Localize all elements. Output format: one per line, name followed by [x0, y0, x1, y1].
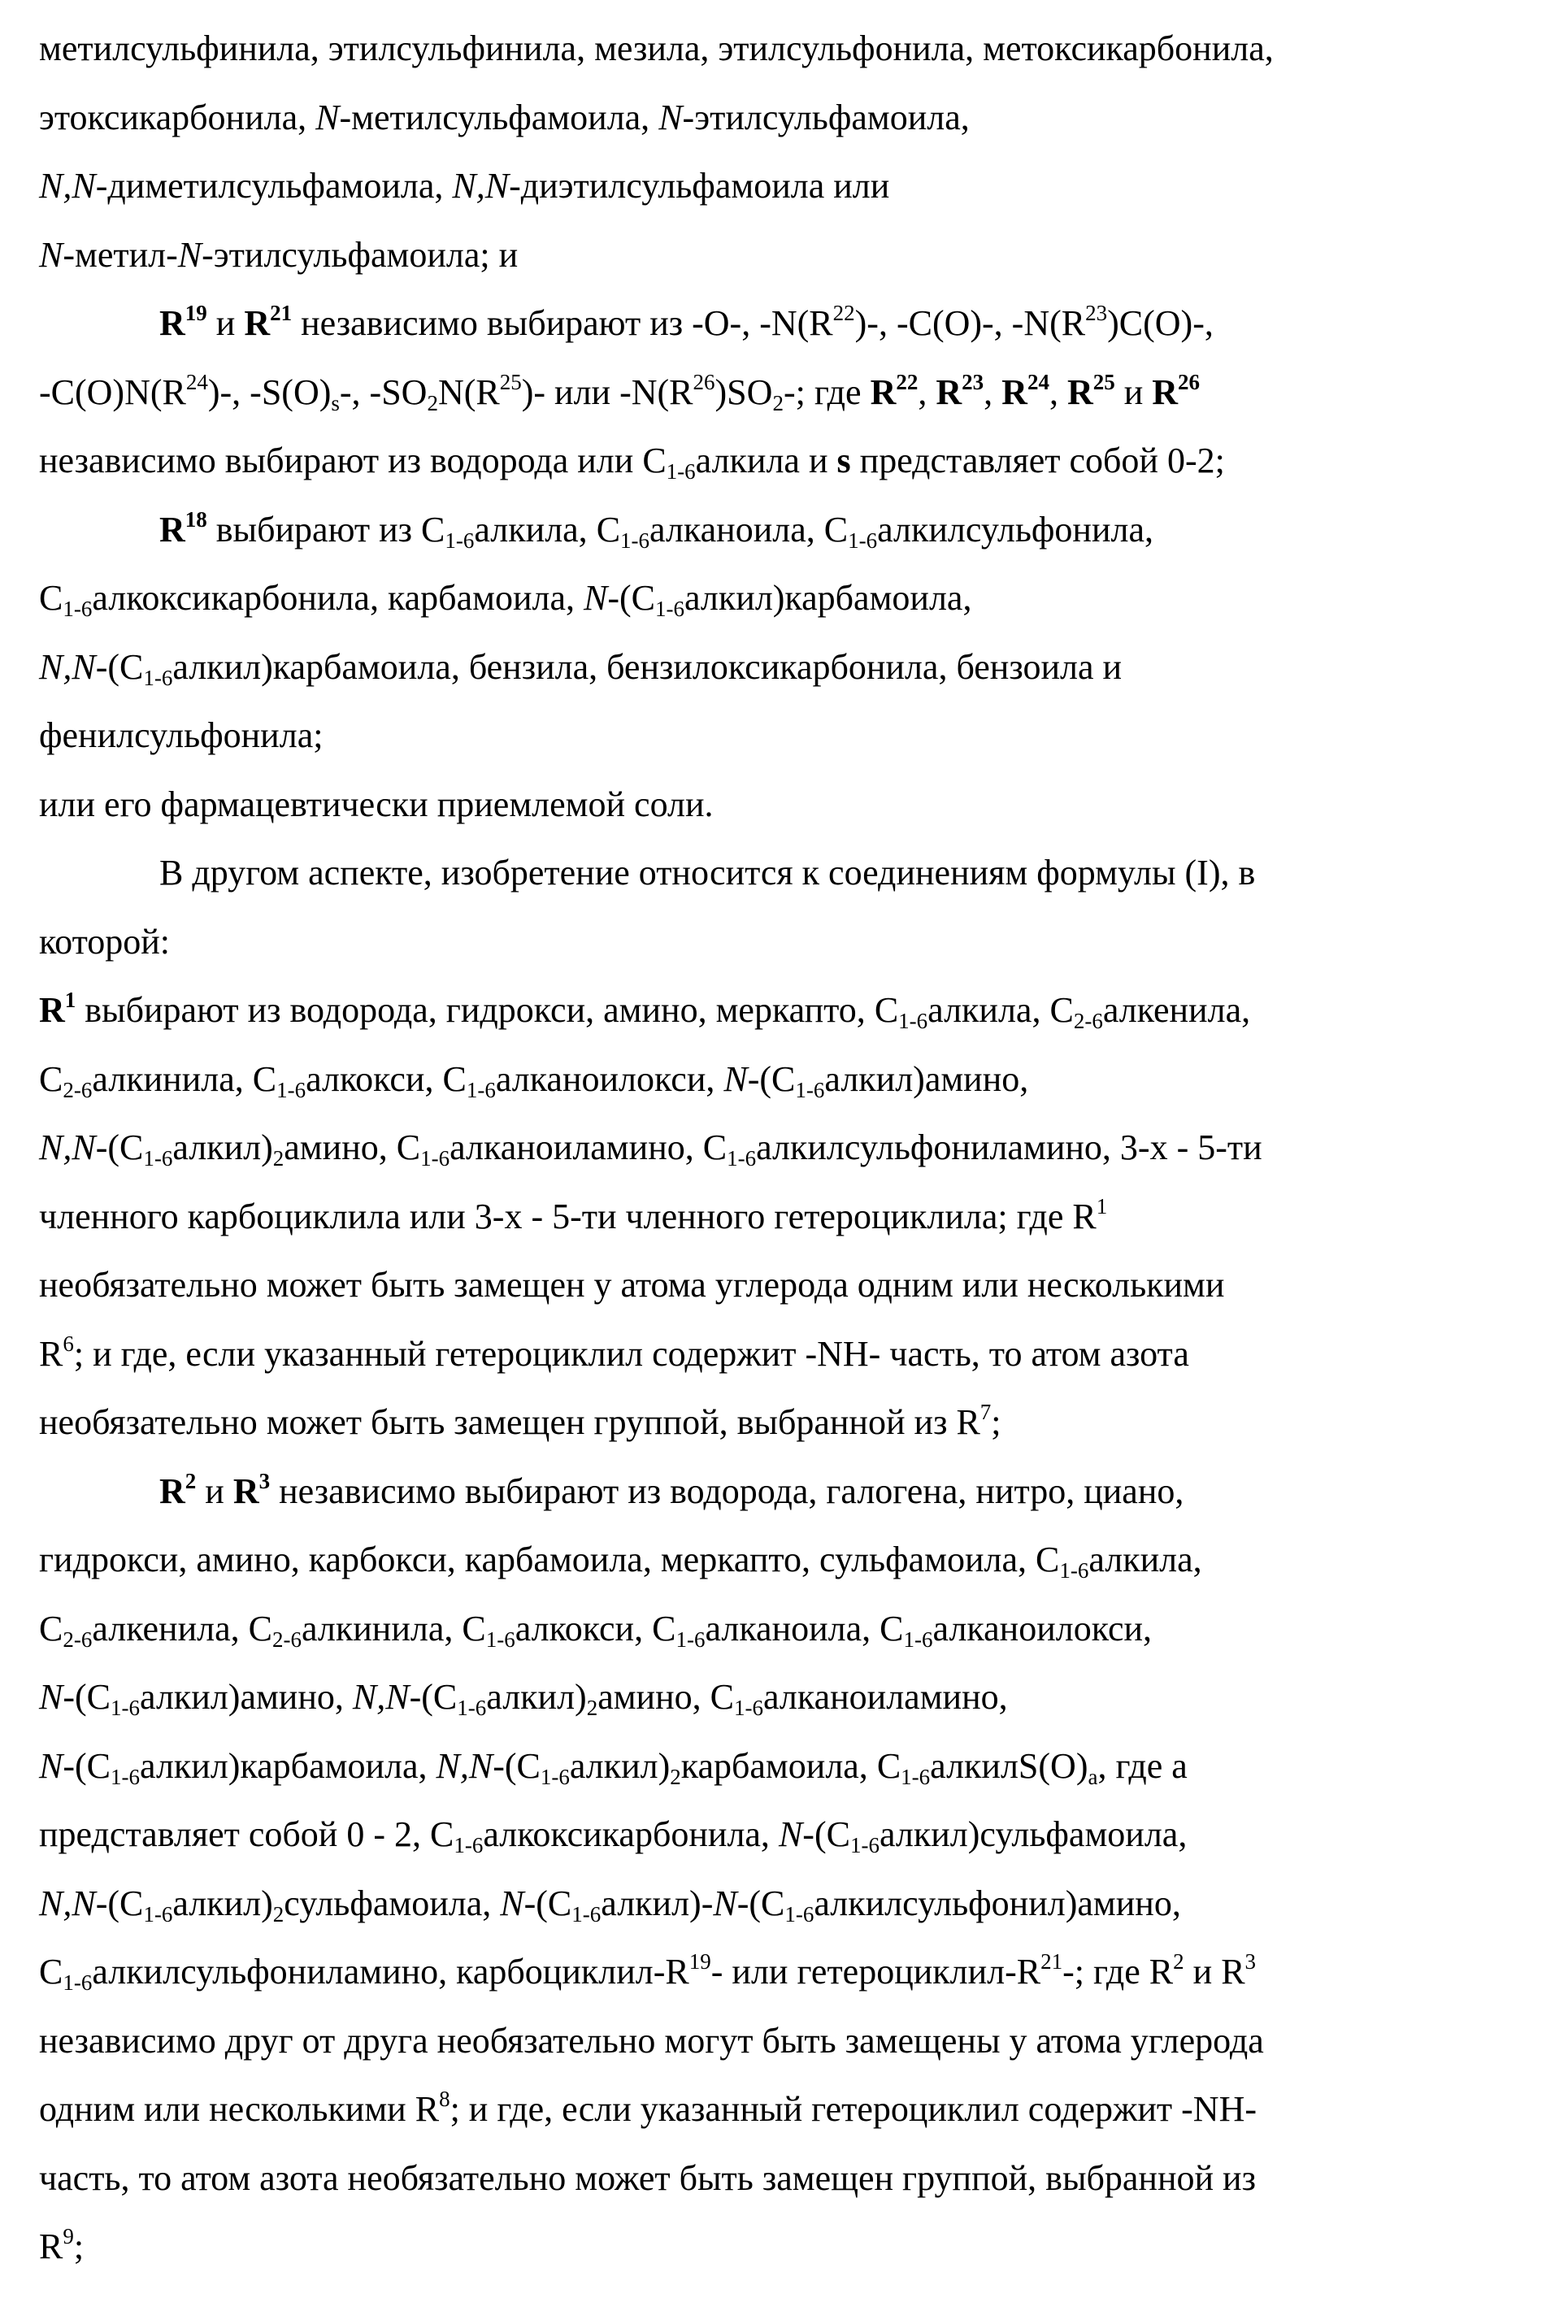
- text-run: алкилсульфонил)амино,: [814, 1883, 1181, 1923]
- text-line-25: [39, 1663, 1551, 1732]
- c: C: [429, 1814, 454, 1854]
- r22-label: [870, 369, 919, 412]
- sub: 2: [772, 390, 784, 415]
- sub: 2-6: [63, 1627, 93, 1652]
- sub: 2: [272, 1146, 284, 1171]
- text-run: алкенила,: [1102, 990, 1251, 1030]
- text-run: одним или несколькими R: [39, 2089, 440, 2129]
- text-run: ;: [991, 1402, 1001, 1442]
- text-run: алкил): [569, 1745, 671, 1786]
- r: R: [870, 371, 897, 412]
- text-run: -; где: [783, 371, 871, 412]
- italic-n: N: [39, 234, 63, 275]
- text-line-6: [39, 358, 1551, 428]
- sub: 1-6: [457, 1696, 487, 1720]
- sup: 22: [896, 369, 919, 394]
- sup: 8: [439, 2087, 450, 2111]
- c: C: [631, 578, 656, 618]
- text-run: алкоксикарбонила, карбамоила,: [92, 578, 584, 618]
- text-line-30: [39, 2007, 1551, 2076]
- text-run: алкил): [172, 1883, 273, 1923]
- text-run: -метилсульфамоила,: [339, 97, 659, 137]
- text-run: -; где R: [1062, 1952, 1174, 1992]
- sub: s: [331, 390, 340, 415]
- sup: 3: [1244, 1949, 1257, 1974]
- r26-label: [1152, 369, 1201, 412]
- sup: 2: [185, 1468, 197, 1493]
- text-run: алкил): [486, 1677, 587, 1717]
- text-run: гидрокси, амино, карбокси, карбамоила, меркапто, сульфамоила,: [39, 1540, 1036, 1579]
- text-line-29: [39, 1938, 1551, 2007]
- sub: 1-6: [795, 1077, 825, 1102]
- c: C: [442, 1058, 467, 1099]
- r: R: [39, 1333, 63, 1374]
- text-line-4: [39, 221, 1551, 290]
- r18-label: [159, 506, 207, 550]
- text-run: и: [1184, 1952, 1222, 1992]
- text-run: -(: [95, 1883, 120, 1923]
- text-run: -(: [95, 1127, 120, 1167]
- sub: 1-6: [1059, 1558, 1089, 1583]
- text-run: алкил)карбамоила,: [140, 1745, 437, 1786]
- text-run: -этилсульфамоила; и: [202, 234, 519, 275]
- sub: 1-6: [903, 1627, 933, 1652]
- sub: 1-6: [734, 1696, 764, 1720]
- sup: 1: [1096, 1193, 1108, 1218]
- italic-nn: N,N: [436, 1745, 493, 1786]
- text-run: и: [1114, 371, 1153, 412]
- text-run: -(: [736, 1883, 762, 1923]
- text-run: алкилсульфонила,: [877, 509, 1153, 550]
- text-run: -этилсульфамоила,: [682, 97, 970, 137]
- c: C: [432, 1677, 458, 1717]
- text-run: независимо выбирают из водорода, галогена, нитро, циано,: [270, 1470, 1184, 1511]
- c: C: [826, 1814, 850, 1854]
- sup: 2: [1173, 1949, 1184, 1974]
- c: C: [596, 509, 621, 550]
- text-run: алканоила,: [705, 1608, 880, 1649]
- text-run: алкил)карбамоила,: [684, 578, 972, 618]
- text-run: алкилсульфониламино, карбоциклил-R: [92, 1952, 689, 1992]
- text-line-5: [39, 289, 1551, 358]
- italic-nn: N,N: [39, 1883, 96, 1923]
- text-run: которой:: [39, 921, 170, 962]
- sub: 1-6: [63, 597, 93, 621]
- sub: 1-6: [276, 1077, 306, 1102]
- sup: 19: [688, 1949, 711, 1974]
- text-run: необязательно может быть замещен группой, выбранной из R: [39, 1402, 980, 1442]
- text-run: и: [196, 1470, 233, 1511]
- text-run: фенилсульфонила;: [39, 715, 324, 755]
- r23-label: [936, 369, 984, 412]
- r: R: [39, 990, 65, 1030]
- sup: 6: [63, 1331, 74, 1356]
- sup: 25: [1092, 369, 1115, 394]
- text-run: или его фармацевтически приемлемой соли.: [39, 784, 714, 824]
- c: C: [86, 1745, 111, 1786]
- sup: 1: [64, 988, 76, 1012]
- r3-label: [232, 1468, 271, 1511]
- r24-label: [1001, 369, 1049, 412]
- sub: 1-6: [898, 1009, 928, 1033]
- c: C: [86, 1677, 111, 1717]
- c: C: [462, 1608, 486, 1649]
- sup: 9: [63, 2224, 74, 2248]
- text-run: ,: [984, 371, 1002, 412]
- r25-label: [1066, 369, 1115, 412]
- text-run: алкила,: [1088, 1540, 1202, 1579]
- sub: 1-6: [485, 1627, 515, 1652]
- italic-nn: N,N: [39, 1127, 96, 1167]
- text-run: -(: [493, 1745, 517, 1786]
- c: C: [421, 509, 445, 550]
- text-line-21: [39, 1388, 1551, 1457]
- text-run: метилсульфинила, этилсульфинила, мезила, этилсульфонила, метоксикарбонила,: [39, 28, 1274, 68]
- text-run: членного карбоциклила или 3-х - 5-ти членного гетероциклила; где R: [39, 1196, 1097, 1236]
- text-run: алканоиламино,: [763, 1677, 1008, 1717]
- r: R: [1152, 371, 1179, 412]
- text-run: В другом аспекте, изобретение относится к соединениям формулы (I), в: [159, 853, 1256, 893]
- sub: 1-6: [666, 459, 696, 484]
- r: R: [1001, 371, 1027, 412]
- sup: 7: [979, 1400, 992, 1424]
- text-run: алкил)-: [601, 1883, 714, 1923]
- text-run: алкоксикарбонила,: [483, 1814, 779, 1854]
- text-run: выбирают из: [206, 509, 422, 550]
- sup: 26: [1178, 369, 1201, 394]
- text-run: -(: [409, 1677, 433, 1717]
- text-run: - или гетероциклил-R: [710, 1952, 1041, 1992]
- r2-label: [159, 1468, 197, 1511]
- text-run: алканоила,: [649, 509, 824, 550]
- c: C: [39, 1608, 63, 1649]
- text-line-27: [39, 1801, 1551, 1870]
- italic-n: N: [39, 1677, 63, 1717]
- s-var: s: [836, 441, 851, 480]
- text-line-19: [39, 1251, 1551, 1320]
- sup: 25: [499, 369, 522, 394]
- c: C: [39, 578, 63, 618]
- text-line-8: [39, 496, 1551, 565]
- text-run: )-, -C(O)-, -N(R: [854, 303, 1086, 343]
- c: C: [119, 1883, 144, 1923]
- text-run: амино,: [597, 1677, 710, 1717]
- sub: 2-6: [271, 1627, 302, 1652]
- text-run: -(: [95, 646, 120, 687]
- sub: 1-6: [849, 1833, 880, 1857]
- italic-n: N: [500, 1883, 524, 1923]
- text-line-23: [39, 1526, 1551, 1595]
- text-run: -(: [63, 1745, 87, 1786]
- sup: 24: [185, 369, 208, 394]
- c: C: [1036, 1540, 1060, 1579]
- c: C: [119, 646, 144, 687]
- text-line-28: [39, 1870, 1551, 1939]
- text-run: ,: [1049, 371, 1067, 412]
- c: C: [874, 990, 899, 1030]
- italic-nn: N,N: [39, 166, 96, 206]
- sup: 23: [1085, 301, 1108, 325]
- sub: 1-6: [540, 1764, 570, 1789]
- text-run: алкил): [172, 1127, 273, 1167]
- c: C: [652, 1608, 676, 1649]
- sup: 21: [270, 301, 293, 325]
- sub: 1-6: [63, 1970, 93, 1995]
- c: C: [876, 1745, 901, 1786]
- text-run: ;: [73, 2226, 85, 2266]
- text-run: алкокси,: [515, 1608, 653, 1649]
- sub: 1-6: [111, 1764, 141, 1789]
- text-run: )SO: [715, 371, 773, 412]
- text-run: независимо друг от друга необязательно могут быть замещены у атома углерода: [39, 2020, 1264, 2061]
- text-line-22: [39, 1457, 1551, 1527]
- c: C: [396, 1127, 421, 1167]
- sub: 1-6: [143, 1901, 173, 1927]
- text-run: алкил)амино,: [824, 1058, 1029, 1099]
- text-run: -(: [802, 1814, 827, 1854]
- text-line-10: [39, 633, 1551, 702]
- text-line-1: [39, 15, 1551, 84]
- r: R: [936, 371, 962, 412]
- text-run: представляет собой 0-2;: [850, 441, 1225, 480]
- text-run: -(: [747, 1058, 772, 1099]
- text-run: алкил)сульфамоила,: [879, 1814, 1188, 1854]
- sup: 18: [185, 506, 207, 532]
- text-run: -(: [523, 1883, 548, 1923]
- sup: 21: [1040, 1949, 1063, 1974]
- c: C: [642, 441, 667, 480]
- text-run: N(R: [437, 371, 500, 412]
- text-run: алканоиламино,: [450, 1127, 703, 1167]
- text-run: )- или -N(R: [521, 371, 693, 412]
- r: R: [1066, 371, 1093, 412]
- sub: a: [1088, 1764, 1098, 1789]
- sub: 1-6: [727, 1146, 757, 1171]
- text-run: выбирают из водорода, гидрокси, амино, меркапто,: [76, 990, 875, 1030]
- sub: 1-6: [901, 1764, 931, 1789]
- c: C: [252, 1058, 277, 1099]
- text-line-20: [39, 1320, 1551, 1389]
- r19-label: [159, 303, 207, 343]
- sub: 1-6: [466, 1077, 496, 1102]
- italic-n: N: [583, 578, 608, 618]
- text-line-12: [39, 771, 1551, 840]
- sup: 24: [1027, 369, 1049, 394]
- text-run: этоксикарбонила,: [39, 97, 316, 137]
- c: C: [880, 1608, 904, 1649]
- text-line-31: [39, 2075, 1551, 2144]
- text-run: алкокси,: [306, 1058, 443, 1099]
- r: R: [1221, 1952, 1245, 1992]
- sup: 23: [962, 369, 984, 394]
- c: C: [39, 1058, 63, 1099]
- text-run: независимо выбирают из -O-, -N(R: [292, 303, 833, 343]
- sub: 2-6: [63, 1077, 93, 1102]
- text-run: алкил)амино,: [140, 1677, 353, 1717]
- text-line-13: [39, 839, 1551, 908]
- text-run: -диэтилсульфамоила или: [509, 166, 890, 206]
- text-run: представляет собой 0 - 2,: [39, 1814, 430, 1854]
- sub: 1-6: [445, 528, 475, 553]
- sub: 2: [586, 1696, 598, 1720]
- text-line-7: [39, 427, 1551, 496]
- r: R: [244, 303, 271, 343]
- text-run: алкилS(O): [930, 1745, 1088, 1786]
- r21-label: [244, 303, 292, 343]
- text-run: алкинила,: [92, 1058, 253, 1099]
- sub: 1-6: [143, 665, 173, 690]
- italic-n: N: [177, 234, 202, 275]
- text-run: алкинила,: [301, 1608, 463, 1649]
- italic-nn: N,N: [39, 646, 96, 687]
- text-run: )C(O)-,: [1107, 303, 1214, 343]
- text-run: алканоилокси,: [495, 1058, 724, 1099]
- r: R: [39, 2226, 63, 2266]
- text-run: сульфамоила,: [284, 1883, 501, 1923]
- text-run: независимо выбирают из водорода или: [39, 441, 643, 480]
- text-run: карбамоила,: [680, 1745, 877, 1786]
- text-run: , где a: [1097, 1745, 1188, 1786]
- sup: 3: [258, 1468, 271, 1493]
- text-line-16: [39, 1045, 1551, 1114]
- sup: 19: [185, 301, 207, 325]
- italic-n: N: [39, 1745, 63, 1786]
- text-run: алкила,: [474, 509, 597, 550]
- document-page: [39, 15, 1551, 2282]
- text-run: алкила,: [927, 990, 1050, 1030]
- c: C: [1049, 990, 1074, 1030]
- text-line-15: [39, 976, 1551, 1045]
- text-line-3: [39, 152, 1551, 221]
- sub: 1-6: [420, 1146, 450, 1171]
- text-run: и: [206, 303, 245, 343]
- italic-nn: N,N: [352, 1677, 410, 1717]
- sub: 2-6: [1073, 1009, 1103, 1033]
- text-run: -C(O)N(R: [39, 371, 186, 412]
- c: C: [547, 1883, 572, 1923]
- c: C: [761, 1883, 785, 1923]
- sub: 1-6: [655, 597, 685, 621]
- sub: 1-6: [143, 1146, 173, 1171]
- c: C: [248, 1608, 272, 1649]
- sub: 1-6: [111, 1696, 141, 1720]
- italic-n: N: [315, 97, 340, 137]
- text-run: алкила и: [695, 441, 837, 480]
- text-run: -(: [607, 578, 632, 618]
- text-run: -(: [63, 1677, 87, 1717]
- text-run: ; и где, если указанный гетероциклил содержит -NH-: [450, 2089, 1257, 2129]
- text-line-17: [39, 1114, 1551, 1183]
- text-run: необязательно может быть замещен у атома углерода одним или несколькими: [39, 1265, 1225, 1305]
- sub: 2: [670, 1764, 681, 1789]
- sub: 2: [272, 1901, 284, 1927]
- text-run: -диметилсульфамоила,: [95, 166, 453, 206]
- sub: 1-6: [784, 1901, 814, 1927]
- text-run: алкилсульфониламино, 3-х - 5-ти: [756, 1127, 1262, 1167]
- text-line-2: [39, 84, 1551, 153]
- c: C: [516, 1745, 541, 1786]
- italic-n: N: [778, 1814, 803, 1854]
- sup: 26: [693, 369, 715, 394]
- c: C: [771, 1058, 796, 1099]
- sub: 1-6: [620, 528, 650, 553]
- text-line-9: [39, 564, 1551, 633]
- text-run: ; и где, если указанный гетероциклил содержит -NH- часть, то атом азота: [73, 1333, 1189, 1374]
- text-line-14: [39, 908, 1551, 977]
- text-run: часть, то атом азота необязательно может быть замещен группой, выбранной из: [39, 2157, 1256, 2198]
- c: C: [39, 1952, 63, 1992]
- text-run: алкенила,: [92, 1608, 249, 1649]
- r: R: [159, 509, 185, 550]
- text-line-26: [39, 1732, 1551, 1801]
- text-run: алкил)карбамоила, бензила, бензилоксикарбонила, бензоила и: [172, 646, 1123, 687]
- sub: 1-6: [454, 1833, 484, 1857]
- r: R: [159, 1470, 185, 1511]
- text-run: ,: [918, 371, 936, 412]
- c: C: [823, 509, 849, 550]
- text-run: )-, -S(O): [207, 371, 332, 412]
- sub: 1-6: [848, 528, 878, 553]
- sub: 1-6: [675, 1627, 706, 1652]
- text-line-33: [39, 2213, 1551, 2282]
- sub: 2: [427, 390, 438, 415]
- text-line-18: [39, 1183, 1551, 1252]
- text-run: амино,: [284, 1127, 397, 1167]
- italic-n: N: [723, 1058, 748, 1099]
- text-line-11: [39, 702, 1551, 771]
- r: R: [159, 303, 185, 343]
- text-run: алканоилокси,: [932, 1608, 1153, 1649]
- text-line-24: [39, 1595, 1551, 1664]
- italic-nn: N,N: [452, 166, 510, 206]
- c: C: [702, 1127, 728, 1167]
- c: C: [119, 1127, 144, 1167]
- r: R: [232, 1470, 259, 1511]
- r1-label: [39, 990, 76, 1030]
- sub: 1-6: [571, 1901, 602, 1927]
- italic-n: N: [713, 1883, 737, 1923]
- text-line-32: [39, 2144, 1551, 2213]
- italic-n: N: [658, 97, 683, 137]
- sup: 22: [832, 301, 855, 325]
- text-run: -, -SO: [339, 371, 428, 412]
- c: C: [710, 1677, 735, 1717]
- text-run: -метил-: [63, 234, 178, 275]
